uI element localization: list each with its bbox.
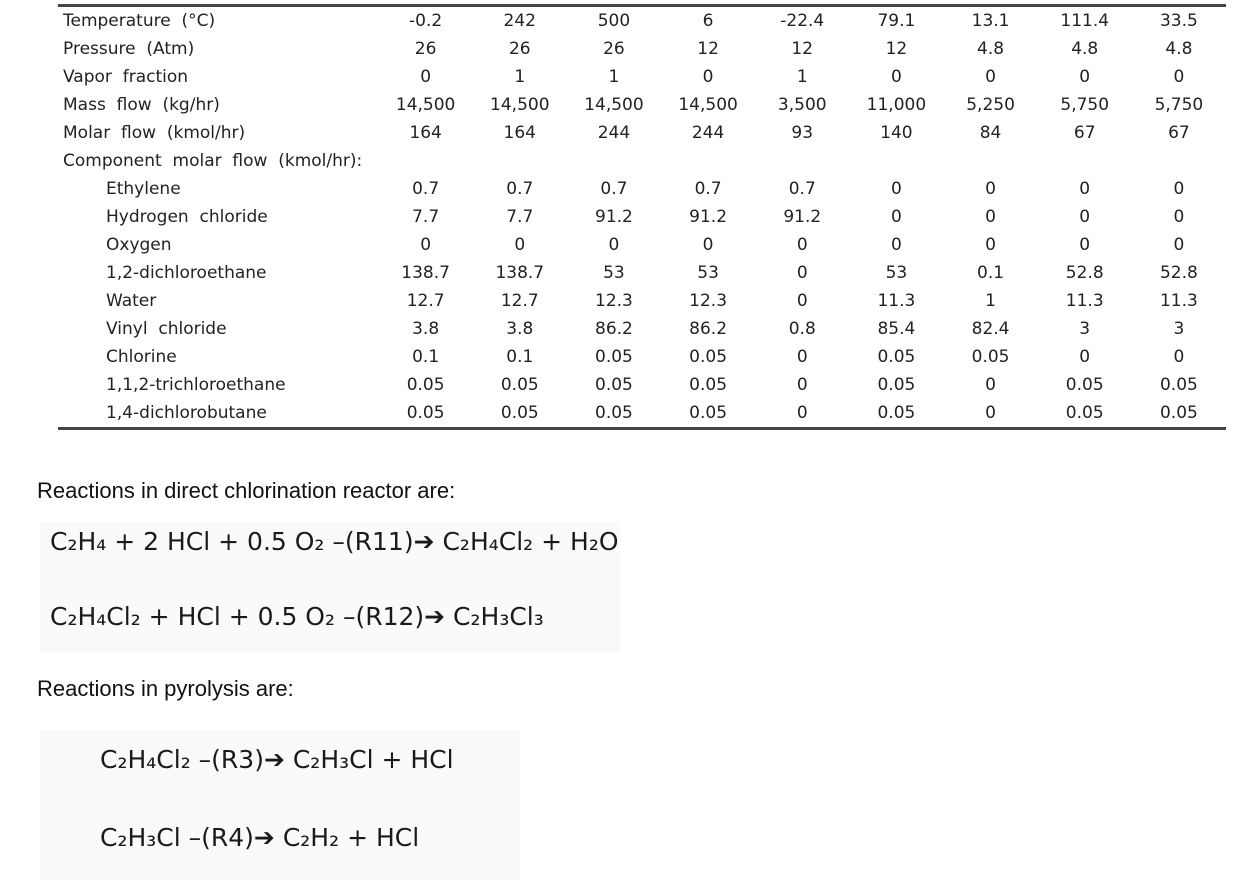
table-cell: 0.1 xyxy=(977,263,1005,283)
table-cell: 0.1 xyxy=(506,347,534,367)
table-cell xyxy=(1132,147,1226,175)
table-cell: 0 xyxy=(514,235,526,255)
table-cell: 0.05 xyxy=(1159,375,1198,395)
table-cell: 79.1 xyxy=(849,6,943,36)
table-cell: 0 xyxy=(796,235,808,255)
table-cell: 500 xyxy=(567,6,661,36)
table-cell: 0 xyxy=(796,263,808,283)
table-cell xyxy=(567,147,661,175)
table-cell: 6 xyxy=(661,6,755,36)
table-cell: 0.7 xyxy=(788,179,816,199)
table-cell: 0 xyxy=(985,207,996,227)
table-row xyxy=(58,6,1226,36)
table-cell: 0 xyxy=(890,67,902,87)
row-label: Temperature (°C) xyxy=(58,6,379,36)
table-cell: 91.2 xyxy=(689,207,728,227)
table-cell: -22.4 xyxy=(755,6,849,36)
table-cell: 82.4 xyxy=(971,319,1010,339)
table-cell: 0.05 xyxy=(971,347,1010,367)
table-cell: 13.1 xyxy=(943,6,1037,36)
table-cell: 0.05 xyxy=(689,375,728,395)
table-cell: 93 xyxy=(791,123,814,143)
table-cell: 4.8 xyxy=(977,39,1005,59)
table-cell: 0 xyxy=(755,399,849,429)
table-cell: 0 xyxy=(1079,207,1091,227)
table-cell: 84 xyxy=(979,123,1002,143)
table-cell: 242 xyxy=(473,6,567,36)
table-cell: 1 xyxy=(796,67,808,87)
table-cell: 1 xyxy=(985,291,996,311)
table-cell: 12.7 xyxy=(406,291,445,311)
table-cell: 14,500 xyxy=(678,95,738,115)
row-label: Mass flow (kg/hr) xyxy=(63,95,220,115)
table-cell: 0 xyxy=(1173,179,1185,199)
table-cell xyxy=(379,147,473,175)
table-row xyxy=(58,231,1226,259)
row-label: Ethylene xyxy=(106,179,181,199)
table-row xyxy=(58,203,1226,231)
table-cell: 0.05 xyxy=(595,347,633,367)
reaction-equation-r11: C₂H₄ + 2 HCl + 0.5 O₂ –(R11)➔ C₂H₄Cl₂ + H₂O xyxy=(50,527,619,556)
table-cell: 0 xyxy=(1079,235,1091,255)
table-cell: 5,250 xyxy=(966,95,1015,115)
table-cell: 11.3 xyxy=(877,291,916,311)
row-label: Vapor fraction xyxy=(63,67,189,87)
table-cell: 0.05 xyxy=(473,399,567,429)
section-heading-direct-chlorination: Reactions in direct chlorination reactor are: xyxy=(37,478,456,503)
table-cell: 0 xyxy=(702,235,714,255)
table-cell: 0.7 xyxy=(412,179,440,199)
table-cell: 0 xyxy=(943,399,1037,429)
table-cell: 0 xyxy=(420,67,432,87)
table-row xyxy=(58,371,1226,399)
table-cell: 4.8 xyxy=(1165,39,1193,59)
table-cell: 86.2 xyxy=(689,319,728,339)
table-cell: 1 xyxy=(608,67,620,87)
table-cell: 3.8 xyxy=(412,319,440,339)
row-label: Hydrogen chloride xyxy=(106,207,268,227)
table-cell: 0.05 xyxy=(1132,399,1226,429)
table-cell: 138.7 xyxy=(495,263,545,283)
table-cell: 5,750 xyxy=(1060,95,1110,115)
table-cell: -0.2 xyxy=(379,6,473,36)
table-cell: 0 xyxy=(796,347,808,367)
table-cell: 14,500 xyxy=(395,95,456,115)
table-row xyxy=(58,315,1226,343)
row-label: 1,4-dichlorobutane xyxy=(58,399,379,429)
table-cell: 14,500 xyxy=(584,95,644,115)
table-cell: 0 xyxy=(608,235,620,255)
table-row xyxy=(58,259,1226,287)
table-cell: 3,500 xyxy=(777,95,827,115)
table-cell: 0 xyxy=(1173,347,1185,367)
table-cell: 26 xyxy=(508,39,531,59)
table-cell: 52.8 xyxy=(1065,263,1104,283)
table-cell: 0 xyxy=(1173,67,1185,87)
table-cell: 91.2 xyxy=(595,207,633,227)
reaction-equation-r12: C₂H₄Cl₂ + HCl + 0.5 O₂ –(R12)➔ C₂H₃Cl₃ xyxy=(50,602,544,631)
reaction-equation-r3: C₂H₄Cl₂ –(R3)➔ C₂H₃Cl + HCl xyxy=(100,745,454,774)
table-cell: 91.2 xyxy=(783,207,822,227)
table-cell xyxy=(755,147,849,175)
table-cell: 4.8 xyxy=(1071,39,1099,59)
table-cell: 1 xyxy=(514,67,526,87)
table-cell: 0.7 xyxy=(506,179,534,199)
table-cell: 53 xyxy=(885,263,908,283)
table-cell: 53 xyxy=(603,263,625,283)
table-cell: 67 xyxy=(1073,123,1096,143)
reaction-equation-r4: C₂H₃Cl –(R4)➔ C₂H₂ + HCl xyxy=(100,823,420,852)
table-cell: 67 xyxy=(1168,123,1190,143)
row-label: Pressure (Atm) xyxy=(63,39,195,59)
table-cell: 11.3 xyxy=(1065,291,1104,311)
table-cell: 164 xyxy=(409,123,442,143)
table-cell: 0.05 xyxy=(567,399,661,429)
table-cell: 0.7 xyxy=(600,179,628,199)
table-cell: 0.05 xyxy=(379,399,473,429)
table-cell: 0.05 xyxy=(661,399,755,429)
table-cell: 0.05 xyxy=(877,347,916,367)
row-label: Vinyl chloride xyxy=(106,319,227,339)
table-cell: 0.05 xyxy=(406,375,445,395)
table-cell: 0.05 xyxy=(595,375,633,395)
table-cell: 12.7 xyxy=(500,291,539,311)
table-cell: 0.05 xyxy=(849,399,943,429)
table-row xyxy=(58,63,1226,91)
table-row xyxy=(58,287,1226,315)
table-cell: 0.05 xyxy=(500,375,539,395)
table-cell xyxy=(943,147,1037,175)
table-cell: 0 xyxy=(796,375,808,395)
table-cell: 0.7 xyxy=(694,179,722,199)
table-cell: 7.7 xyxy=(506,207,534,227)
table-cell xyxy=(473,147,567,175)
row-label: Chlorine xyxy=(106,347,177,367)
table-cell: 0.05 xyxy=(1065,375,1104,395)
table-cell: 12 xyxy=(791,39,814,59)
table-cell: 0.1 xyxy=(412,347,440,367)
table-cell: 0 xyxy=(985,375,996,395)
table-cell: 52.8 xyxy=(1159,263,1198,283)
table-cell: 164 xyxy=(503,123,536,143)
table-cell: 244 xyxy=(597,123,631,143)
table-cell: 0 xyxy=(985,179,996,199)
table-cell: 0 xyxy=(1079,179,1091,199)
section-heading-pyrolysis: Reactions in pyrolysis are: xyxy=(37,676,294,701)
table-row xyxy=(58,91,1226,119)
table-row xyxy=(58,119,1226,147)
table-cell: 0 xyxy=(985,67,996,87)
table-cell: 0.8 xyxy=(788,319,816,339)
table-cell: 33.5 xyxy=(1132,6,1226,36)
row-label: Molar flow (kmol/hr) xyxy=(63,123,246,143)
row-label: 1,2-dichloroethane xyxy=(106,263,267,283)
table-cell: 140 xyxy=(880,123,913,143)
table-cell: 12.3 xyxy=(595,291,633,311)
table-row xyxy=(58,175,1226,203)
table-row xyxy=(58,35,1226,63)
table-cell: 0.05 xyxy=(1038,399,1132,429)
table-cell xyxy=(661,147,755,175)
table-cell: 0 xyxy=(985,235,996,255)
table-cell: 3.8 xyxy=(506,319,534,339)
table-cell: 11.3 xyxy=(1159,291,1198,311)
table-cell: 0 xyxy=(1173,235,1185,255)
table-cell: 0 xyxy=(890,179,902,199)
table-cell: 0 xyxy=(420,235,432,255)
table-cell: 0 xyxy=(796,291,808,311)
table-cell: 12.3 xyxy=(689,291,728,311)
table-cell: 0.05 xyxy=(689,347,728,367)
table-cell: 111.4 xyxy=(1038,6,1132,36)
table-cell: 7.7 xyxy=(412,207,440,227)
table-cell: 5,750 xyxy=(1154,95,1204,115)
table-cell: 244 xyxy=(691,123,725,143)
table-cell: 26 xyxy=(414,39,437,59)
table-cell: 11,000 xyxy=(866,95,927,115)
table-row xyxy=(58,147,1226,175)
stream-table xyxy=(58,4,1226,430)
table-cell: 0 xyxy=(1079,67,1091,87)
table-cell: 138.7 xyxy=(401,263,450,283)
table-cell: 86.2 xyxy=(595,319,633,339)
table-cell: 12 xyxy=(885,39,908,59)
table-cell: 3 xyxy=(1173,319,1185,339)
table-cell: 85.4 xyxy=(877,319,916,339)
table-cell: 0 xyxy=(702,67,714,87)
stream-table-body xyxy=(58,6,1226,429)
table-row xyxy=(58,343,1226,371)
row-label: 1,1,2-trichloroethane xyxy=(106,375,286,395)
table-cell: 0 xyxy=(890,235,902,255)
table-cell xyxy=(849,147,943,175)
table-cell: 0 xyxy=(890,207,902,227)
row-label: Oxygen xyxy=(106,235,172,255)
table-cell: 0 xyxy=(1173,207,1185,227)
table-cell: 0.05 xyxy=(877,375,916,395)
row-label: Water xyxy=(106,291,157,311)
table-cell: 26 xyxy=(603,39,625,59)
table-row xyxy=(58,399,1226,429)
table-cell: 0 xyxy=(1079,347,1091,367)
table-cell: 3 xyxy=(1079,319,1091,339)
table-cell: 14,500 xyxy=(490,95,550,115)
table-cell xyxy=(1038,147,1132,175)
row-label: Component molar flow (kmol/hr): xyxy=(63,151,363,171)
table-cell: 53 xyxy=(697,263,719,283)
table-cell: 12 xyxy=(697,39,719,59)
